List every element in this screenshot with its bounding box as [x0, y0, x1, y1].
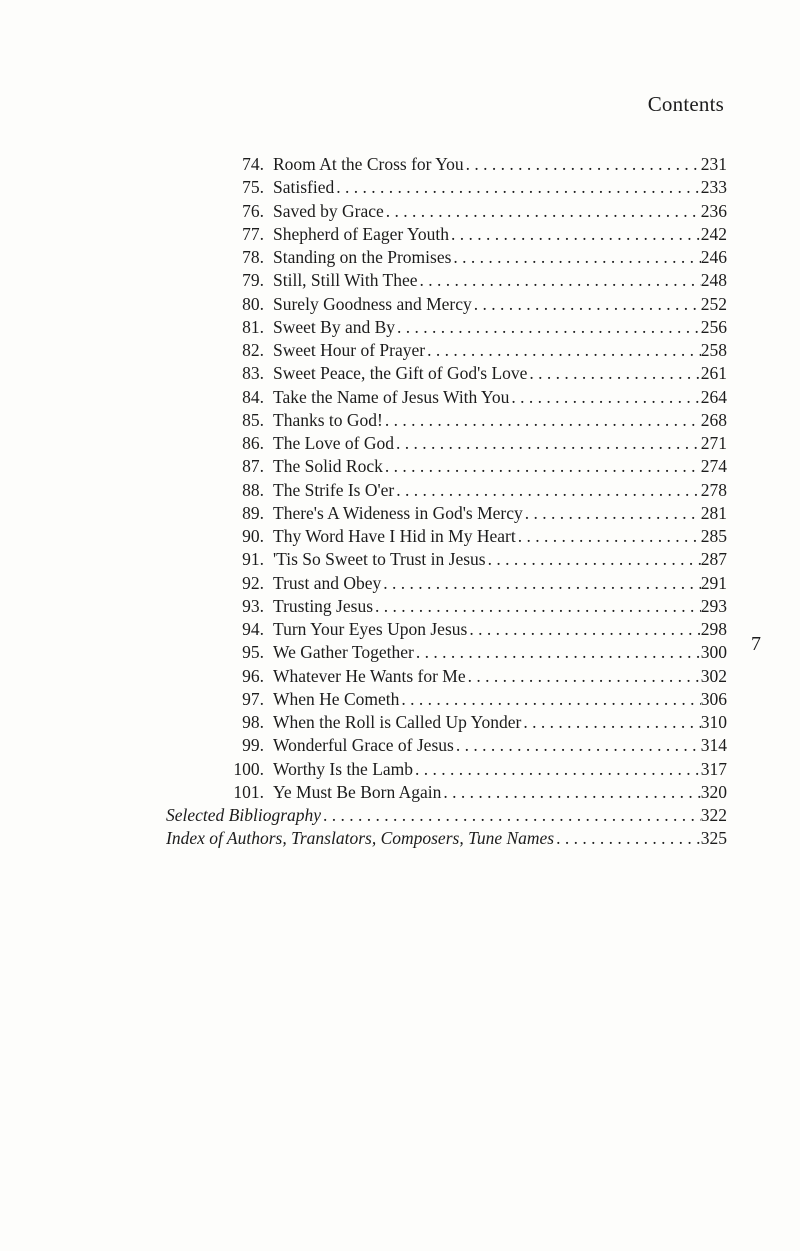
entry-number: 83.	[242, 363, 264, 384]
entry-title: Sweet Hour of Prayer	[273, 340, 426, 360]
entry-title: When the Roll is Called Up Yonder	[273, 712, 522, 732]
entry-page: 293	[700, 595, 727, 616]
toc-entry	[0, 641, 800, 664]
entry-number: 82.	[242, 340, 264, 360]
entry-page: 300	[700, 642, 727, 663]
entry-page: 236	[700, 200, 727, 221]
entry-title: Standing on the Promises	[273, 247, 452, 267]
toc-entry	[0, 572, 800, 595]
entry-number: 100.	[233, 758, 264, 779]
dot-leader	[554, 827, 701, 850]
entry-title: Ye Must Be Born Again	[273, 781, 442, 802]
entry-page: 317	[700, 758, 727, 779]
dot-leader	[383, 409, 701, 432]
dot-leader	[384, 200, 701, 223]
toc-entry	[0, 316, 800, 339]
toc-entry	[0, 293, 800, 316]
toc-entry	[0, 246, 800, 269]
entry-page: 302	[700, 665, 727, 686]
toc-entry	[0, 711, 800, 734]
entry-title: The Love of God	[273, 433, 395, 453]
running-head: Contents	[647, 92, 724, 116]
dot-leader	[527, 362, 700, 385]
entry-page: 291	[700, 572, 727, 593]
entry-title: Sweet Peace, the Gift of God's Love	[273, 363, 528, 384]
table-of-contents	[0, 153, 800, 851]
entry-number: 89.	[242, 502, 264, 523]
entry-number: 98.	[242, 712, 264, 732]
dot-leader	[413, 758, 701, 781]
dot-leader	[509, 386, 700, 409]
toc-entry	[0, 176, 800, 199]
entry-number: 90.	[242, 526, 264, 546]
entry-page: 287	[700, 549, 727, 570]
toc-back-matter-entry	[0, 827, 800, 850]
entry-title: Worthy Is the Lamb	[273, 758, 414, 779]
entry-title: Thy Word Have I Hid in My Heart	[273, 526, 516, 546]
dot-leader	[394, 432, 701, 455]
entry-page: 261	[700, 363, 727, 384]
entry-title: Trusting Jesus	[273, 595, 374, 616]
entry-number: 75.	[242, 177, 264, 198]
entry-page: 242	[700, 223, 727, 244]
dot-leader	[472, 293, 701, 316]
dot-leader	[399, 688, 700, 711]
dot-leader	[467, 618, 700, 641]
dot-leader	[334, 176, 701, 199]
entry-number: 96.	[242, 665, 264, 686]
dot-leader	[394, 479, 701, 502]
entry-number: 81.	[242, 316, 264, 337]
entry-number: 101.	[233, 781, 264, 802]
entry-title: There's A Wideness in God's Mercy	[273, 502, 523, 523]
toc-entry	[0, 525, 800, 548]
entry-title: Thanks to God!	[273, 409, 383, 430]
entry-number: 76.	[242, 200, 264, 221]
entry-title: Turn Your Eyes Upon Jesus	[273, 619, 468, 639]
back-matter-page: 325	[700, 828, 727, 849]
dot-leader	[523, 502, 701, 525]
entry-number: 80.	[242, 293, 264, 314]
toc-back-matter-entry	[0, 804, 800, 827]
toc-entry	[0, 409, 800, 432]
entry-page: 246	[700, 247, 727, 267]
entry-title: The Strife Is O'er	[273, 479, 395, 500]
entry-number: 93.	[242, 595, 264, 616]
entry-number: 94.	[242, 619, 264, 639]
entry-page: 298	[700, 619, 727, 639]
toc-entry	[0, 455, 800, 478]
dot-leader	[449, 223, 701, 246]
toc-entry	[0, 479, 800, 502]
back-matter-title: Selected Bibliography	[166, 805, 322, 825]
entry-page: 306	[700, 688, 727, 709]
toc-entry	[0, 665, 800, 688]
entry-title: Trust and Obey	[273, 572, 382, 593]
entry-number: 87.	[242, 456, 264, 477]
dot-leader	[383, 455, 701, 478]
toc-entry	[0, 362, 800, 385]
entry-number: 97.	[242, 688, 264, 709]
entry-page: 320	[700, 781, 727, 802]
entry-page: 310	[700, 712, 727, 732]
dot-leader	[395, 316, 701, 339]
toc-entry	[0, 432, 800, 455]
entry-number: 86.	[242, 433, 264, 453]
back-matter-page: 322	[700, 805, 727, 825]
entry-page: 274	[700, 456, 727, 477]
toc-entry	[0, 688, 800, 711]
entry-page: 248	[700, 270, 727, 291]
entry-page: 268	[700, 409, 727, 430]
toc-entry	[0, 595, 800, 618]
entry-number: 85.	[242, 409, 264, 430]
entry-number: 77.	[242, 223, 264, 244]
entry-title: Sweet By and By	[273, 316, 396, 337]
dot-leader	[516, 525, 701, 548]
dot-leader	[441, 781, 700, 804]
entry-page: 256	[700, 316, 727, 337]
entry-page: 258	[700, 340, 727, 360]
entry-title: 'Tis So Sweet to Trust in Jesus	[273, 549, 486, 570]
dot-leader	[425, 339, 701, 362]
entry-page: 233	[700, 177, 727, 198]
entry-title: Whatever He Wants for Me	[273, 665, 466, 686]
entry-number: 84.	[242, 386, 264, 407]
toc-entry	[0, 269, 800, 292]
dot-leader	[418, 269, 701, 292]
toc-entry	[0, 200, 800, 223]
page-number: 7	[751, 633, 761, 655]
toc-entry	[0, 548, 800, 571]
toc-entry	[0, 502, 800, 525]
back-matter-title: Index of Authors, Translators, Composers, Tune Names	[166, 828, 555, 849]
entry-page: 314	[700, 735, 727, 756]
entry-title: Saved by Grace	[273, 200, 384, 221]
entry-page: 231	[700, 154, 727, 174]
entry-title: Satisfied	[273, 177, 335, 198]
dot-leader	[486, 548, 701, 571]
entry-title: When He Cometh	[273, 688, 400, 709]
entry-title: Take the Name of Jesus With You	[273, 386, 510, 407]
entry-number: 91.	[242, 549, 264, 570]
toc-entry	[0, 153, 800, 176]
entry-title: We Gather Together	[273, 642, 414, 663]
dot-leader	[521, 711, 700, 734]
entry-page: 252	[700, 293, 727, 314]
dot-leader	[414, 641, 701, 664]
toc-entry	[0, 386, 800, 409]
entry-title: Surely Goodness and Mercy	[273, 293, 472, 314]
entry-page: 278	[700, 479, 727, 500]
dot-leader	[454, 734, 701, 757]
dot-leader	[466, 665, 701, 688]
entry-title: Shepherd of Eager Youth	[273, 223, 449, 244]
entry-page: 281	[700, 502, 727, 523]
entry-page: 264	[700, 386, 727, 407]
entry-number: 79.	[242, 270, 264, 291]
toc-entry	[0, 223, 800, 246]
entry-number: 74.	[242, 154, 264, 174]
entry-page: 285	[700, 526, 727, 546]
entry-number: 78.	[242, 247, 264, 267]
dot-leader	[321, 804, 701, 827]
toc-entry	[0, 758, 800, 781]
entry-number: 88.	[242, 479, 264, 500]
toc-entry	[0, 734, 800, 757]
dot-leader	[381, 572, 701, 595]
toc-entry	[0, 339, 800, 362]
dot-leader	[464, 153, 701, 176]
entry-title: Room At the Cross for You	[273, 154, 464, 174]
entry-title: Wonderful Grace of Jesus	[273, 735, 454, 756]
entry-number: 92.	[242, 572, 264, 593]
entry-page: 271	[700, 433, 727, 453]
entry-number: 95.	[242, 642, 264, 663]
entry-number: 99.	[242, 735, 264, 756]
entry-title: Still, Still With Thee	[273, 270, 418, 291]
entry-title: The Solid Rock	[273, 456, 383, 477]
toc-entry	[0, 618, 800, 641]
dot-leader	[373, 595, 701, 618]
toc-entry	[0, 781, 800, 804]
dot-leader	[451, 246, 700, 269]
